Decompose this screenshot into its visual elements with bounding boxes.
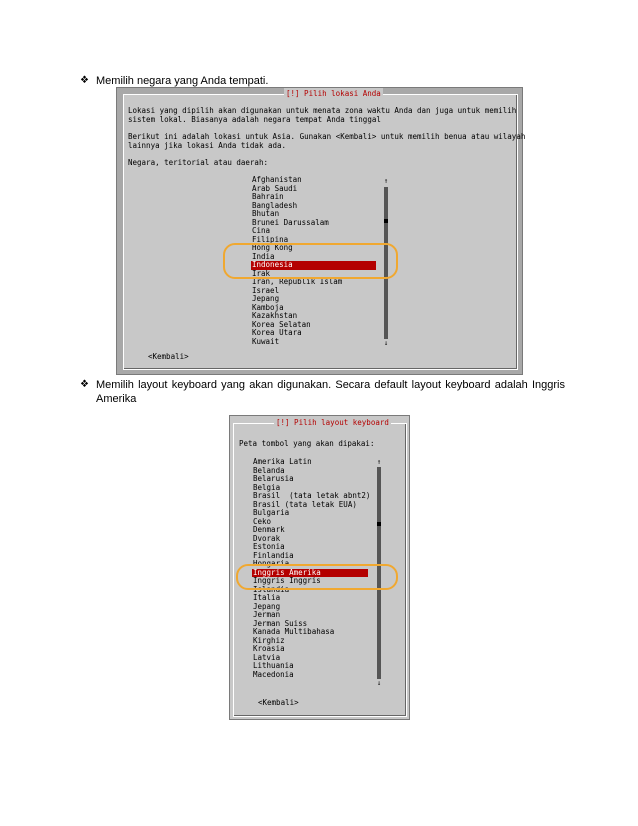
back-button[interactable]: <Kembali> bbox=[258, 698, 299, 707]
list-item[interactable]: Kamboja bbox=[252, 302, 284, 312]
diamond-bullet-icon: ❖ bbox=[80, 75, 89, 86]
list-item[interactable]: Inggris Inggris bbox=[253, 576, 321, 585]
list-item[interactable]: Bahrain bbox=[252, 192, 284, 201]
layout-scroll-thumb[interactable] bbox=[377, 522, 381, 526]
list-item[interactable]: Italia bbox=[253, 593, 281, 602]
list-item[interactable]: Denmark bbox=[253, 525, 285, 534]
list-item[interactable]: Belgia bbox=[253, 482, 281, 492]
list-item[interactable]: Inggris Amerika bbox=[252, 569, 368, 578]
list-item[interactable]: Jerman bbox=[253, 610, 281, 619]
list-item[interactable]: Irak bbox=[252, 268, 271, 278]
list-item[interactable]: Finlandia bbox=[253, 550, 294, 560]
list-item[interactable]: Lithuania bbox=[253, 661, 294, 670]
list-item[interactable]: Amerika Latin bbox=[253, 457, 312, 466]
dialog-title: [!] Pilih lokasi Anda bbox=[286, 89, 381, 98]
list-item[interactable]: Brasil (tata letak abnt2) bbox=[253, 491, 371, 500]
list-item[interactable]: Belanda bbox=[253, 465, 285, 475]
list-item[interactable]: Jepang bbox=[253, 601, 281, 611]
location-screenshot bbox=[116, 87, 526, 375]
diamond-bullet-icon: ❖ bbox=[80, 379, 89, 390]
list-item[interactable]: Kroasia bbox=[253, 644, 285, 653]
list-item[interactable]: Kanada Multibahasa bbox=[253, 627, 335, 636]
scroll-down-icon[interactable]: ↓ bbox=[383, 339, 389, 347]
scroll-up-icon[interactable]: ↑ bbox=[383, 177, 389, 185]
scroll-up-icon[interactable]: ↑ bbox=[376, 458, 382, 466]
list-item[interactable]: Arab Saudi bbox=[252, 183, 298, 193]
list-item[interactable]: India bbox=[252, 251, 275, 261]
list-item[interactable]: Korea Selatan bbox=[252, 319, 311, 329]
intro-text-1: Lokasi yang dipilih akan digunakan untuk menata zona waktu Anda dan juga untuk memilih sistem lokal. Biasanya adalah negara tempat Anda tinggal bbox=[128, 106, 517, 124]
list-item[interactable]: Israel bbox=[252, 285, 280, 295]
list-item[interactable]: Kazakhstan bbox=[252, 311, 298, 320]
list-item[interactable]: Kuwait bbox=[252, 336, 280, 346]
list-item[interactable]: Estonia bbox=[253, 542, 285, 551]
list-item[interactable]: Jerman Suiss bbox=[253, 618, 308, 628]
list-item[interactable]: Belarusia bbox=[253, 474, 294, 483]
list-item[interactable]: Bulgaria bbox=[253, 508, 290, 517]
keyboard-screenshot bbox=[229, 415, 410, 720]
list-item[interactable]: Bhutan bbox=[252, 209, 280, 218]
list-item[interactable]: Hong Kong bbox=[252, 243, 293, 252]
scroll-down-icon[interactable]: ↓ bbox=[376, 679, 382, 687]
list-item[interactable]: Dvorak bbox=[253, 533, 281, 543]
list-item[interactable]: Korea Utara bbox=[252, 328, 302, 337]
list-item[interactable]: Hongaria bbox=[253, 559, 290, 568]
list-item[interactable]: Afghanistan bbox=[252, 175, 302, 184]
list-item[interactable]: Islandia bbox=[253, 584, 290, 594]
list-item[interactable]: Cina bbox=[252, 226, 271, 235]
list-item[interactable]: Jepang bbox=[252, 294, 280, 303]
list-item[interactable]: Kirghiz bbox=[253, 635, 285, 645]
country-scroll-thumb[interactable] bbox=[384, 219, 388, 223]
back-button[interactable]: <Kembali> bbox=[148, 352, 189, 361]
highlight-ring bbox=[223, 243, 398, 279]
bullet-country bbox=[80, 74, 560, 88]
highlight-ring bbox=[236, 564, 398, 590]
list-item[interactable]: Brasil (tata letak EUA) bbox=[253, 499, 357, 509]
list-item[interactable]: Indonesia bbox=[251, 261, 376, 270]
bullet-text: Memilih layout keyboard yang akan digunakan. Secara default layout keyboard adalah Inggris Amerika bbox=[96, 379, 565, 405]
list-item[interactable]: Brunei Darussalam bbox=[252, 217, 329, 227]
list-item[interactable]: Bangladesh bbox=[252, 200, 298, 210]
list-item[interactable]: Iran, Republik Islam bbox=[252, 277, 343, 286]
list-item[interactable]: Macedonia bbox=[253, 669, 294, 679]
list-item[interactable]: Filipina bbox=[252, 234, 289, 244]
dialog-title: [!] Pilih layout keyboard bbox=[276, 418, 389, 427]
location-dialog bbox=[123, 89, 526, 370]
bullet-text: Memilih negara yang Anda tempati. bbox=[96, 75, 269, 87]
country-prompt: Negara, teritorial atau daerah: bbox=[128, 158, 268, 167]
bullet-keyboard bbox=[80, 378, 565, 406]
list-item[interactable]: Latvia bbox=[253, 652, 281, 662]
keyboard-prompt: Peta tombol yang akan dipakai: bbox=[239, 439, 375, 448]
intro-text-2: Berikut ini adalah lokasi untuk Asia. Gunakan <Kembali> untuk memilih benua atau wilayah lainnya jika lokasi Anda tidak ada. bbox=[128, 132, 526, 150]
list-item[interactable]: Ceko bbox=[253, 516, 272, 526]
